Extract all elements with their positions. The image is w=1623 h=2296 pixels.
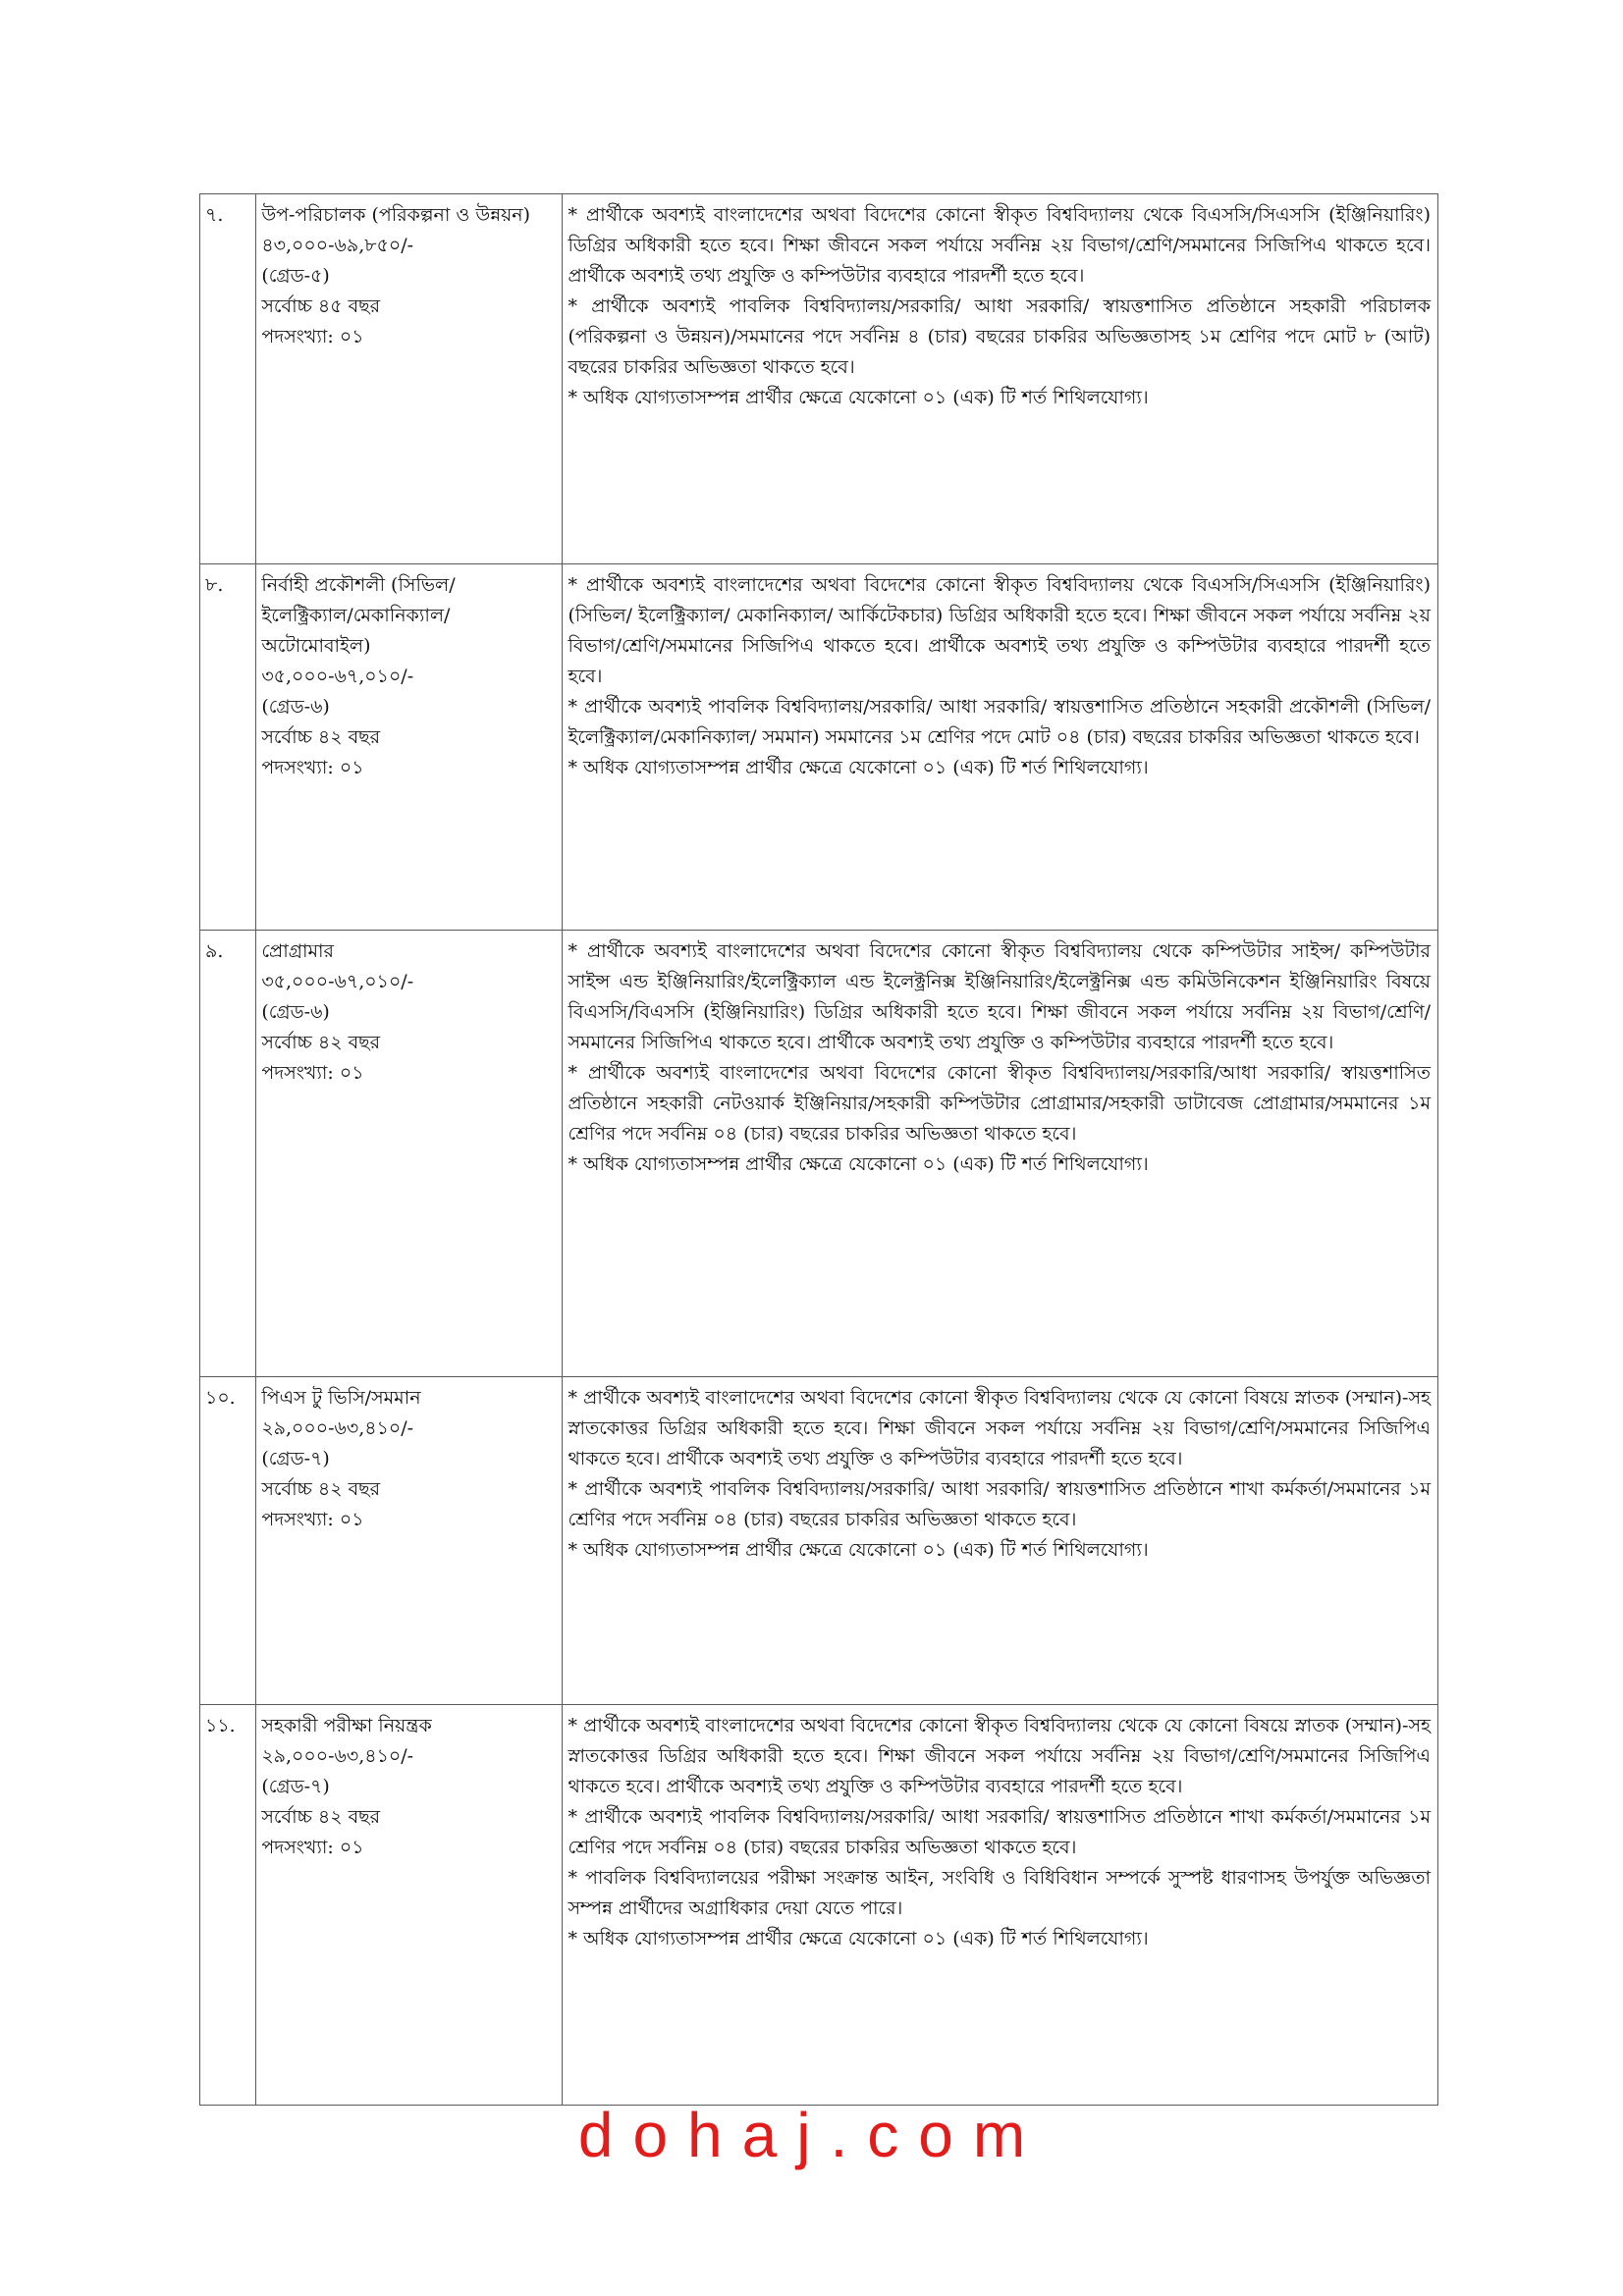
requirements-cell bbox=[563, 1377, 1438, 1705]
serial-number: ১১. bbox=[205, 1715, 236, 1736]
post-count: পদসংখ্যা: ০১ bbox=[261, 757, 364, 778]
requirement-item: * প্রার্থীকে অবশ্যই বাংলাদেশের অথবা বিদেশের কোনো স্বীকৃত বিশ্ববিদ্যালয় থেকে যে কোনো বিষয়ে স্নাতক (সম্মান)-সহ স্নাতকোত্তর ডিগ্রির অধিকারী হতে হবে। শিক্ষা জীবনে সকল পর্যায়ে সর্বনিম্ন ২য় বিভাগ/শ্রেণি/সমমানের সিজিপিএ থাকতে হবে। প্রার্থীকে অবশ্যই তথ্য প্রযুক্তি ও কম্পিউটার ব্যবহারে পারদর্শী হতে হবে। bbox=[568, 1387, 1431, 1469]
post-salary: ৪৩,০০০-৬৯,৮৫০/- bbox=[261, 235, 414, 256]
post-cell bbox=[256, 564, 563, 931]
post-grade: (গ্রেড-৭) bbox=[261, 1776, 330, 1797]
serial-number: ৭. bbox=[205, 204, 224, 226]
requirement-item: * প্রার্থীকে অবশ্যই পাবলিক বিশ্ববিদ্যালয়/সরকারি/ আধা সরকারি/ স্বায়ত্তশাসিত প্রতিষ্ঠানে সহকারী প্রকৌশলী (সিভিল/ইলেক্ট্রিক্যাল/মেকানিক্যাল/ সমমান) সমমানের ১ম শ্রেণির পদে মোট ০৪ (চার) বছরের চাকরির অভিজ্ঞতা থাকতে হবে। bbox=[568, 696, 1431, 748]
post-title: প্রোগ্রামার bbox=[261, 940, 334, 962]
post-cell bbox=[256, 931, 563, 1377]
requirement-item: * প্রার্থীকে অবশ্যই পাবলিক বিশ্ববিদ্যালয়/সরকারি/ আধা সরকারি/ স্বায়ত্তশাসিত প্রতিষ্ঠানে শাখা কর্মকর্তা/সমমানের ১ম শ্রেণির পদে সর্বনিম্ন ০৪ (চার) বছরের চাকরির অভিজ্ঞতা থাকতে হবে। bbox=[568, 1478, 1431, 1530]
table-row bbox=[200, 931, 1438, 1377]
requirement-item: * প্রার্থীকে অবশ্যই পাবলিক বিশ্ববিদ্যালয়/সরকারি/ আধা সরকারি/ স্বায়ত্তশাসিত প্রতিষ্ঠানে শাখা কর্মকর্তা/সমমানের ১ম শ্রেণির পদে সর্বনিম্ন ০৪ (চার) বছরের চাকরির অভিজ্ঞতা থাকতে হবে। bbox=[568, 1806, 1431, 1858]
requirement-item: * প্রার্থীকে অবশ্যই বাংলাদেশের অথবা বিদেশের কোনো স্বীকৃত বিশ্ববিদ্যালয়/সরকারি/আধা সরকারি/ স্বায়ত্তশাসিত প্রতিষ্ঠানে সহকারী নেটওয়ার্ক ইঞ্জিনিয়ার/সহকারী কম্পিউটার প্রোগ্রামার/সহকারী ডাটাবেজ প্রোগ্রামার/সমমানের ১ম শ্রেণির পদে সর্বনিম্ন ০৪ (চার) বছরের চাকরির অভিজ্ঞতা থাকতে হবে। bbox=[568, 1062, 1431, 1145]
post-title: অটোমোবাইল) bbox=[261, 635, 371, 657]
post-cell bbox=[256, 1705, 563, 2106]
post-grade: (গ্রেড-৫) bbox=[261, 265, 330, 287]
requirements-cell bbox=[563, 1705, 1438, 2106]
post-salary: ৩৫,০০০-৬৭,০১০/- bbox=[261, 971, 414, 992]
post-title: উপ-পরিচালক (পরিকল্পনা ও উন্নয়ন) bbox=[261, 204, 531, 226]
serial-cell bbox=[200, 931, 256, 1377]
requirement-item: * প্রার্থীকে অবশ্যই বাংলাদেশের অথবা বিদেশের কোনো স্বীকৃত বিশ্ববিদ্যালয় থেকে যে কোনো বিষয়ে স্নাতক (সম্মান)-সহ স্নাতকোত্তর ডিগ্রির অধিকারী হতে হবে। শিক্ষা জীবনে সকল পর্যায়ে সর্বনিম্ন ২য় বিভাগ/শ্রেণি/সমমানের সিজিপিএ থাকতে হবে। প্রার্থীকে অবশ্যই তথ্য প্রযুক্তি ও কম্পিউটার ব্যবহারে পারদর্শী হতে হবে। bbox=[568, 1715, 1431, 1797]
post-cell bbox=[256, 194, 563, 564]
watermark-text: dohaj.com bbox=[577, 2100, 1046, 2170]
requirements-cell bbox=[563, 194, 1438, 564]
requirements-cell bbox=[563, 564, 1438, 931]
post-salary: ৩৫,০০০-৬৭,০১০/- bbox=[261, 666, 414, 687]
post-title: সহকারী পরীক্ষা নিয়ন্ত্রক bbox=[261, 1715, 432, 1736]
post-title: নির্বাহী প্রকৌশলী (সিভিল/ bbox=[261, 574, 456, 596]
post-age-limit: সর্বোচ্চ ৪৫ বছর bbox=[261, 295, 381, 317]
post-age-limit: সর্বোচ্চ ৪২ বছর bbox=[261, 1032, 381, 1053]
serial-number: ১০. bbox=[205, 1387, 236, 1409]
requirement-item: * অধিক যোগ্যতাসম্পন্ন প্রার্থীর ক্ষেত্রে যেকোনো ০১ (এক) টি শর্ত শিথিলযোগ্য। bbox=[568, 387, 1149, 408]
requirement-item: * প্রার্থীকে অবশ্যই বাংলাদেশের অথবা বিদেশের কোনো স্বীকৃত বিশ্ববিদ্যালয় থেকে বিএসসি/সিএসসি (ইঞ্জিনিয়ারিং) ডিগ্রির অধিকারী হতে হবে। শিক্ষা জীবনে সকল পর্যায়ে সর্বনিম্ন ২য় বিভাগ/শ্রেণি/সমমানের সিজিপিএ থাকতে হবে। প্রার্থীকে অবশ্যই তথ্য প্রযুক্তি ও কম্পিউটার ব্যবহারে পারদর্শী হতে হবে। bbox=[568, 204, 1431, 287]
post-title: ইলেক্ট্রিক্যাল/মেকানিক্যাল/ bbox=[261, 605, 451, 626]
requirement-item: * প্রার্থীকে অবশ্যই বাংলাদেশের অথবা বিদেশের কোনো স্বীকৃত বিশ্ববিদ্যালয় থেকে বিএসসি/সিএসসি (ইঞ্জিনিয়ারিং) (সিভিল/ ইলেক্ট্রিক্যাল/ মেকানিক্যাল/ আর্কিটেকচার) ডিগ্রির অধিকারী হতে হবে। শিক্ষা জীবনে সকল পর্যায়ে সর্বনিম্ন ২য় বিভাগ/শ্রেণি/সমমানের সিজিপিএ থাকতে হবে। প্রার্থীকে অবশ্যই তথ্য প্রযুক্তি ও কম্পিউটার ব্যবহারে পারদর্শী হতে হবে। bbox=[568, 574, 1431, 687]
post-age-limit: সর্বোচ্চ ৪২ বছর bbox=[261, 726, 381, 748]
post-count: পদসংখ্যা: ০১ bbox=[261, 1837, 364, 1858]
requirement-item: * অধিক যোগ্যতাসম্পন্ন প্রার্থীর ক্ষেত্রে যেকোনো ০১ (এক) টি শর্ত শিথিলযোগ্য। bbox=[568, 1928, 1149, 1949]
post-salary: ২৯,০০০-৬৩,৪১০/- bbox=[261, 1417, 414, 1439]
recruitment-table bbox=[199, 193, 1438, 2106]
post-age-limit: সর্বোচ্চ ৪২ বছর bbox=[261, 1478, 381, 1500]
table-row bbox=[200, 1705, 1438, 2106]
serial-cell bbox=[200, 1705, 256, 2106]
serial-cell bbox=[200, 194, 256, 564]
post-salary: ২৯,০০০-৬৩,৪১০/- bbox=[261, 1745, 414, 1767]
post-count: পদসংখ্যা: ০১ bbox=[261, 1509, 364, 1530]
requirements-cell bbox=[563, 931, 1438, 1377]
serial-cell bbox=[200, 1377, 256, 1705]
post-grade: (গ্রেড-৬) bbox=[261, 1001, 330, 1023]
post-count: পদসংখ্যা: ০১ bbox=[261, 326, 364, 347]
requirement-item: * প্রার্থীকে অবশ্যই বাংলাদেশের অথবা বিদেশের কোনো স্বীকৃত বিশ্ববিদ্যালয় থেকে কম্পিউটার সাইন্স/ কম্পিউটার সাইন্স এন্ড ইঞ্জিনিয়ারিং/ইলেক্ট্রিক্যাল এন্ড ইলেক্ট্রনিক্স ইঞ্জিনিয়ারিং/ইলেক্ট্রনিক্স এন্ড কমিউনিকেশন ইঞ্জিনিয়ারিং বিষয়ে বিএসসি/বিএসসি (ইঞ্জিনিয়ারিং) ডিগ্রির অধিকারী হতে হবে। শিক্ষা জীবনে সকল পর্যায়ে সর্বনিম্ন ২য় বিভাগ/শ্রেণি/সমমানের সিজিপিএ থাকতে হবে। প্রার্থীকে অবশ্যই তথ্য প্রযুক্তি ও কম্পিউটার ব্যবহারে পারদর্শী হতে হবে। bbox=[568, 940, 1431, 1053]
requirement-item: * অধিক যোগ্যতাসম্পন্ন প্রার্থীর ক্ষেত্রে যেকোনো ০১ (এক) টি শর্ত শিথিলযোগ্য। bbox=[568, 1539, 1149, 1561]
table-row bbox=[200, 564, 1438, 931]
table-row bbox=[200, 194, 1438, 564]
table-row bbox=[200, 1377, 1438, 1705]
serial-cell bbox=[200, 564, 256, 931]
serial-number: ৮. bbox=[205, 574, 224, 596]
requirement-item: * প্রার্থীকে অবশ্যই পাবলিক বিশ্ববিদ্যালয়/সরকারি/ আধা সরকারি/ স্বায়ত্তশাসিত প্রতিষ্ঠানে সহকারী পরিচালক (পরিকল্পনা ও উন্নয়ন)/সমমানের পদে সর্বনিম্ন ৪ (চার) বছরের চাকরির অভিজ্ঞতাসহ ১ম শ্রেণির পদে মোট ৮ (আট) বছরের চাকরির অভিজ্ঞতা থাকতে হবে। bbox=[568, 295, 1431, 378]
post-age-limit: সর্বোচ্চ ৪২ বছর bbox=[261, 1806, 381, 1828]
requirement-item: * পাবলিক বিশ্ববিদ্যালয়ের পরীক্ষা সংক্রান্ত আইন, সংবিধি ও বিধিবিধান সম্পর্কে সুস্পষ্ট ধারণাসহ উপর্যুক্ত অভিজ্ঞতা সম্পন্ন প্রার্থীদের অগ্রাধিকার দেয়া যেতে পারে। bbox=[568, 1867, 1431, 1919]
post-grade: (গ্রেড-৭) bbox=[261, 1448, 330, 1469]
requirement-item: * অধিক যোগ্যতাসম্পন্ন প্রার্থীর ক্ষেত্রে যেকোনো ০১ (এক) টি শর্ত শিথিলযোগ্য। bbox=[568, 757, 1149, 778]
post-title: পিএস টু ভিসি/সমমান bbox=[261, 1387, 421, 1409]
post-cell bbox=[256, 1377, 563, 1705]
requirement-item: * অধিক যোগ্যতাসম্পন্ন প্রার্থীর ক্ষেত্রে যেকোনো ০১ (এক) টি শর্ত শিথিলযোগ্য। bbox=[568, 1153, 1149, 1175]
serial-number: ৯. bbox=[205, 940, 224, 962]
post-count: পদসংখ্যা: ০১ bbox=[261, 1062, 364, 1084]
post-grade: (গ্রেড-৬) bbox=[261, 696, 330, 718]
